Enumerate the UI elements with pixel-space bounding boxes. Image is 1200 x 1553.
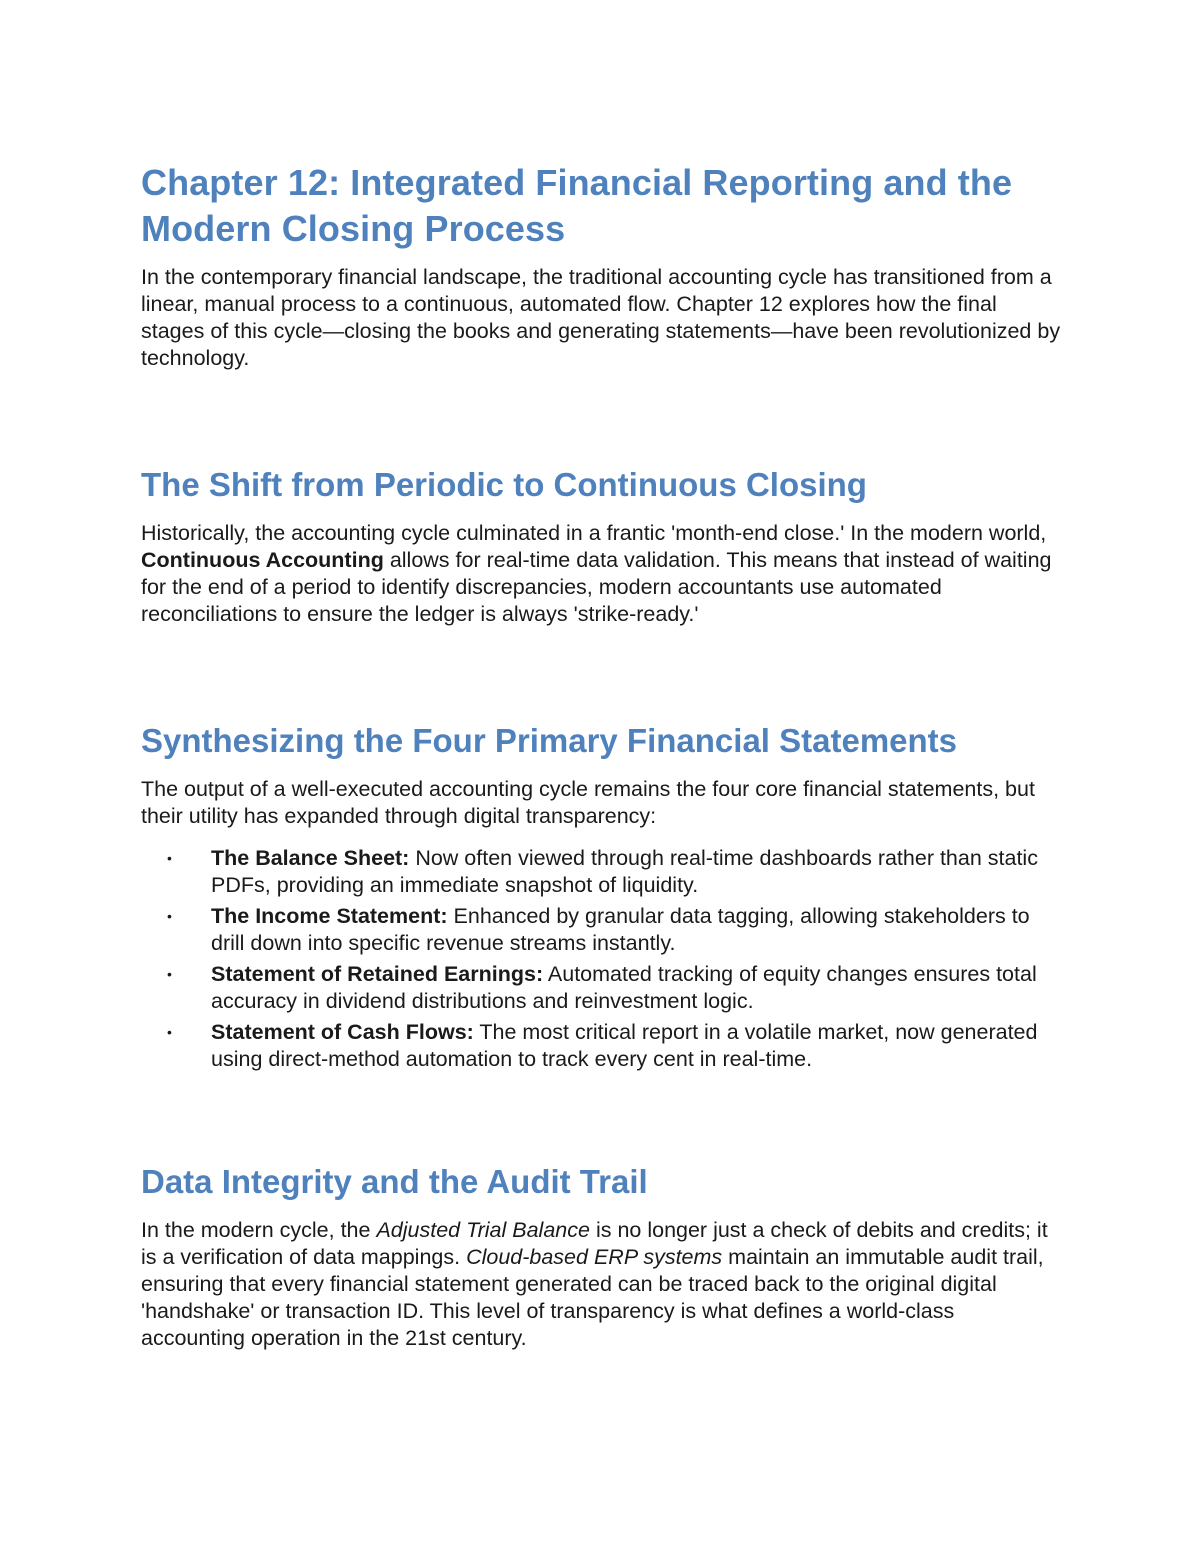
list-item: [141, 961, 1061, 1015]
adjusted-trial-balance-term: Adjusted Trial Balance: [376, 1218, 590, 1242]
bullet-icon: •: [167, 908, 172, 924]
cloud-erp-term: Cloud-based ERP systems: [466, 1245, 723, 1269]
bullet-icon: •: [167, 966, 172, 982]
financial-statements-list: [141, 845, 1061, 1073]
audit-trail-text-1: In the modern cycle, the: [141, 1218, 377, 1242]
audit-trail-text-2: is no longer just a check of debits and credits; it is a verification of data mappings.: [141, 1218, 1048, 1269]
continuous-closing-text-start: Historically, the accounting cycle culminated in a frantic 'month-end close.' In the modern world,: [141, 521, 1047, 545]
list-item-text: Automated tracking of equity changes ensures total accuracy in dividend distributions and reinvestment logic.: [211, 962, 1037, 1013]
continuous-closing-text-end: allows for real-time data validation. This means that instead of waiting for the end of a period to identify discrepancies, modern accountants use automated reconciliations to ensure the ledger is always 'strike-ready.': [141, 548, 1052, 626]
list-item-label: The Income Statement:: [211, 904, 448, 928]
bullet-icon: •: [167, 1024, 172, 1040]
list-item: [141, 845, 1061, 899]
list-item-label: Statement of Retained Earnings:: [211, 962, 544, 986]
chapter-intro-paragraph: In the contemporary financial landscape, the traditional accounting cycle has transitioned from a linear, manual process to a continuous, automated flow. Chapter 12 explores how the final stages of this cycle—closing the books and generating statements—have been revolutionized by technology.: [141, 265, 1061, 370]
chapter-title: Chapter 12: Integrated Financial Reporting and the Modern Closing Process: [141, 162, 1013, 249]
financial-statements-intro: The output of a well-executed accounting cycle remains the four core financial statements, but their utility has expanded through digital transparency:: [141, 777, 1035, 828]
list-item-text: Enhanced by granular data tagging, allowing stakeholders to drill down into specific revenue streams instantly.: [211, 904, 1030, 955]
section-heading-continuous-closing: The Shift from Periodic to Continuous Closing: [141, 466, 867, 503]
list-item-label: The Balance Sheet:: [211, 846, 410, 870]
section-heading-audit-trail: Data Integrity and the Audit Trail: [141, 1163, 648, 1200]
list-item-text: Now often viewed through real-time dashboards rather than static PDFs, providing an immediate snapshot of liquidity.: [211, 846, 1038, 897]
audit-trail-text-3: maintain an immutable audit trail, ensuring that every financial statement generated can be traced back to the original digital 'handshake' or transaction ID. This level of transparency is what defines a world-class accounting operation in the 21st century.: [141, 1245, 1044, 1350]
section-heading-financial-statements: Synthesizing the Four Primary Financial Statements: [141, 722, 958, 759]
list-item-label: Statement of Cash Flows:: [211, 1020, 474, 1044]
document-page: [141, 160, 1061, 1352]
audit-trail-paragraph: [141, 1217, 1061, 1352]
list-item: [141, 1019, 1061, 1073]
bullet-icon: •: [167, 850, 172, 866]
continuous-accounting-term: Continuous Accounting: [141, 548, 384, 572]
list-item: [141, 903, 1061, 957]
continuous-closing-paragraph: [141, 520, 1061, 628]
list-item-text: The most critical report in a volatile market, now generated using direct-method automation to track every cent in real-time.: [211, 1020, 1038, 1071]
